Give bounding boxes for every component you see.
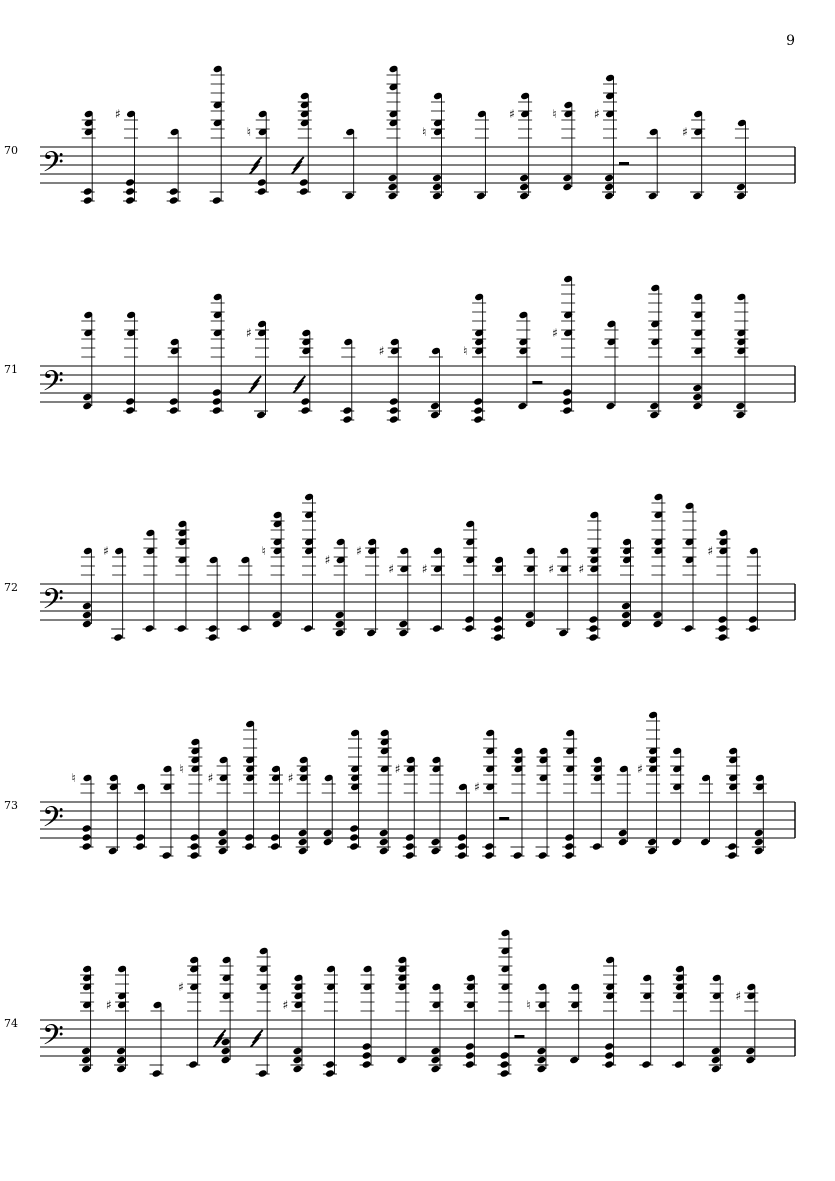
sharp-icon: ♯ <box>106 998 112 1012</box>
sharp-icon: ♯ <box>552 326 558 340</box>
notehead <box>604 1042 614 1051</box>
chord <box>178 956 201 1069</box>
natural-icon: ♮ <box>246 125 252 139</box>
notehead <box>116 1065 126 1074</box>
sharp-icon: ♯ <box>548 562 555 576</box>
notehead <box>258 1069 268 1078</box>
chord <box>79 965 94 1074</box>
sharp-icon: ♯ <box>378 344 385 358</box>
notehead <box>81 1065 91 1074</box>
natural-icon: ♮ <box>179 762 184 776</box>
notehead <box>711 1047 721 1056</box>
natural-icon: ♮ <box>526 998 531 1012</box>
sharp-icon: ♯ <box>594 107 600 121</box>
chord <box>220 956 234 1065</box>
chord <box>150 1001 165 1078</box>
sharp-icon: ♯ <box>394 762 401 776</box>
sharp-icon: ♯ <box>246 326 252 340</box>
notehead <box>430 1065 440 1074</box>
notehead <box>292 1047 302 1056</box>
notehead <box>292 1056 302 1065</box>
notehead <box>81 1056 91 1065</box>
sharp-icon: ♯ <box>421 562 428 576</box>
notehead <box>81 1047 91 1056</box>
notehead <box>711 1065 721 1074</box>
natural-icon: ♮ <box>552 107 557 121</box>
notehead <box>745 1047 755 1056</box>
notehead <box>465 1042 475 1051</box>
notehead <box>569 1056 579 1065</box>
sharp-icon: ♯ <box>637 762 643 776</box>
bass-clef-icon: 𝄢 <box>42 365 64 405</box>
notehead <box>711 1056 721 1065</box>
notehead <box>499 1069 509 1078</box>
chord <box>395 956 409 1065</box>
notehead <box>536 1047 546 1056</box>
notehead <box>396 1056 406 1065</box>
notehead <box>499 1051 509 1060</box>
notehead <box>465 1051 475 1060</box>
chord <box>639 974 654 1069</box>
notehead <box>362 1051 372 1060</box>
sharp-icon: ♯ <box>578 562 585 576</box>
chord <box>256 947 271 1078</box>
measure-number: 74 <box>4 1017 18 1030</box>
natural-icon: ♮ <box>71 771 76 785</box>
notehead <box>430 1056 440 1065</box>
notehead <box>292 1065 302 1074</box>
sharp-icon: ♯ <box>509 107 515 121</box>
chord <box>360 965 375 1069</box>
chord <box>106 965 129 1074</box>
sharp-icon: ♯ <box>707 544 714 558</box>
notehead <box>536 1065 546 1074</box>
notehead <box>604 1051 614 1060</box>
sharp-icon: ♯ <box>324 553 331 567</box>
chord <box>526 983 549 1074</box>
sharp-icon: ♯ <box>103 544 109 558</box>
notehead <box>116 1056 126 1065</box>
bass-clef-icon: 𝄢 <box>42 146 64 186</box>
notehead <box>151 1069 161 1078</box>
rest-icon <box>514 1035 524 1038</box>
notehead <box>221 1056 231 1065</box>
sharp-icon: ♯ <box>388 562 395 576</box>
measure-number: 70 <box>4 144 18 157</box>
page-number: 9 <box>786 33 795 49</box>
chord <box>428 983 443 1074</box>
notehead <box>604 1060 614 1069</box>
chord <box>323 965 338 1078</box>
notehead <box>430 1047 440 1056</box>
sharp-icon: ♯ <box>282 998 289 1012</box>
bass-clef-icon: 𝄢 <box>42 1019 64 1059</box>
notehead <box>221 1047 231 1056</box>
sharp-icon: ♯ <box>735 989 742 1003</box>
chord <box>463 974 478 1069</box>
notehead <box>465 1060 475 1069</box>
chord <box>282 974 305 1074</box>
bass-clef-icon: 𝄢 <box>42 801 64 841</box>
sharp-icon: ♯ <box>115 107 121 121</box>
chord <box>735 983 758 1065</box>
sharp-icon: ♯ <box>287 771 294 785</box>
notehead <box>536 1056 546 1065</box>
notehead <box>641 1060 651 1069</box>
chord <box>709 974 724 1074</box>
notehead <box>674 1060 684 1069</box>
sharp-icon: ♯ <box>356 544 362 558</box>
notehead <box>221 1038 231 1047</box>
bass-clef-icon: 𝄢 <box>42 583 64 623</box>
natural-icon: ♮ <box>421 125 427 139</box>
notehead <box>325 1069 335 1078</box>
notehead <box>116 1047 126 1056</box>
notehead <box>362 1060 372 1069</box>
sharp-icon: ♯ <box>207 771 214 785</box>
chord <box>497 929 512 1078</box>
sharp-icon: ♯ <box>474 780 480 794</box>
measure-number: 73 <box>4 799 18 812</box>
chord <box>672 965 687 1069</box>
measure-number: 72 <box>4 581 18 594</box>
notehead <box>745 1056 755 1065</box>
measure-number: 71 <box>4 363 18 376</box>
notehead <box>325 1060 335 1069</box>
notehead <box>362 1042 372 1051</box>
notehead <box>499 1060 509 1069</box>
chord <box>602 956 617 1069</box>
sharp-icon: ♯ <box>178 980 184 994</box>
natural-icon: ♮ <box>463 344 468 358</box>
sharp-icon: ♯ <box>682 125 688 139</box>
chord <box>568 983 582 1065</box>
notehead <box>188 1060 198 1069</box>
natural-icon: ♮ <box>261 544 266 558</box>
